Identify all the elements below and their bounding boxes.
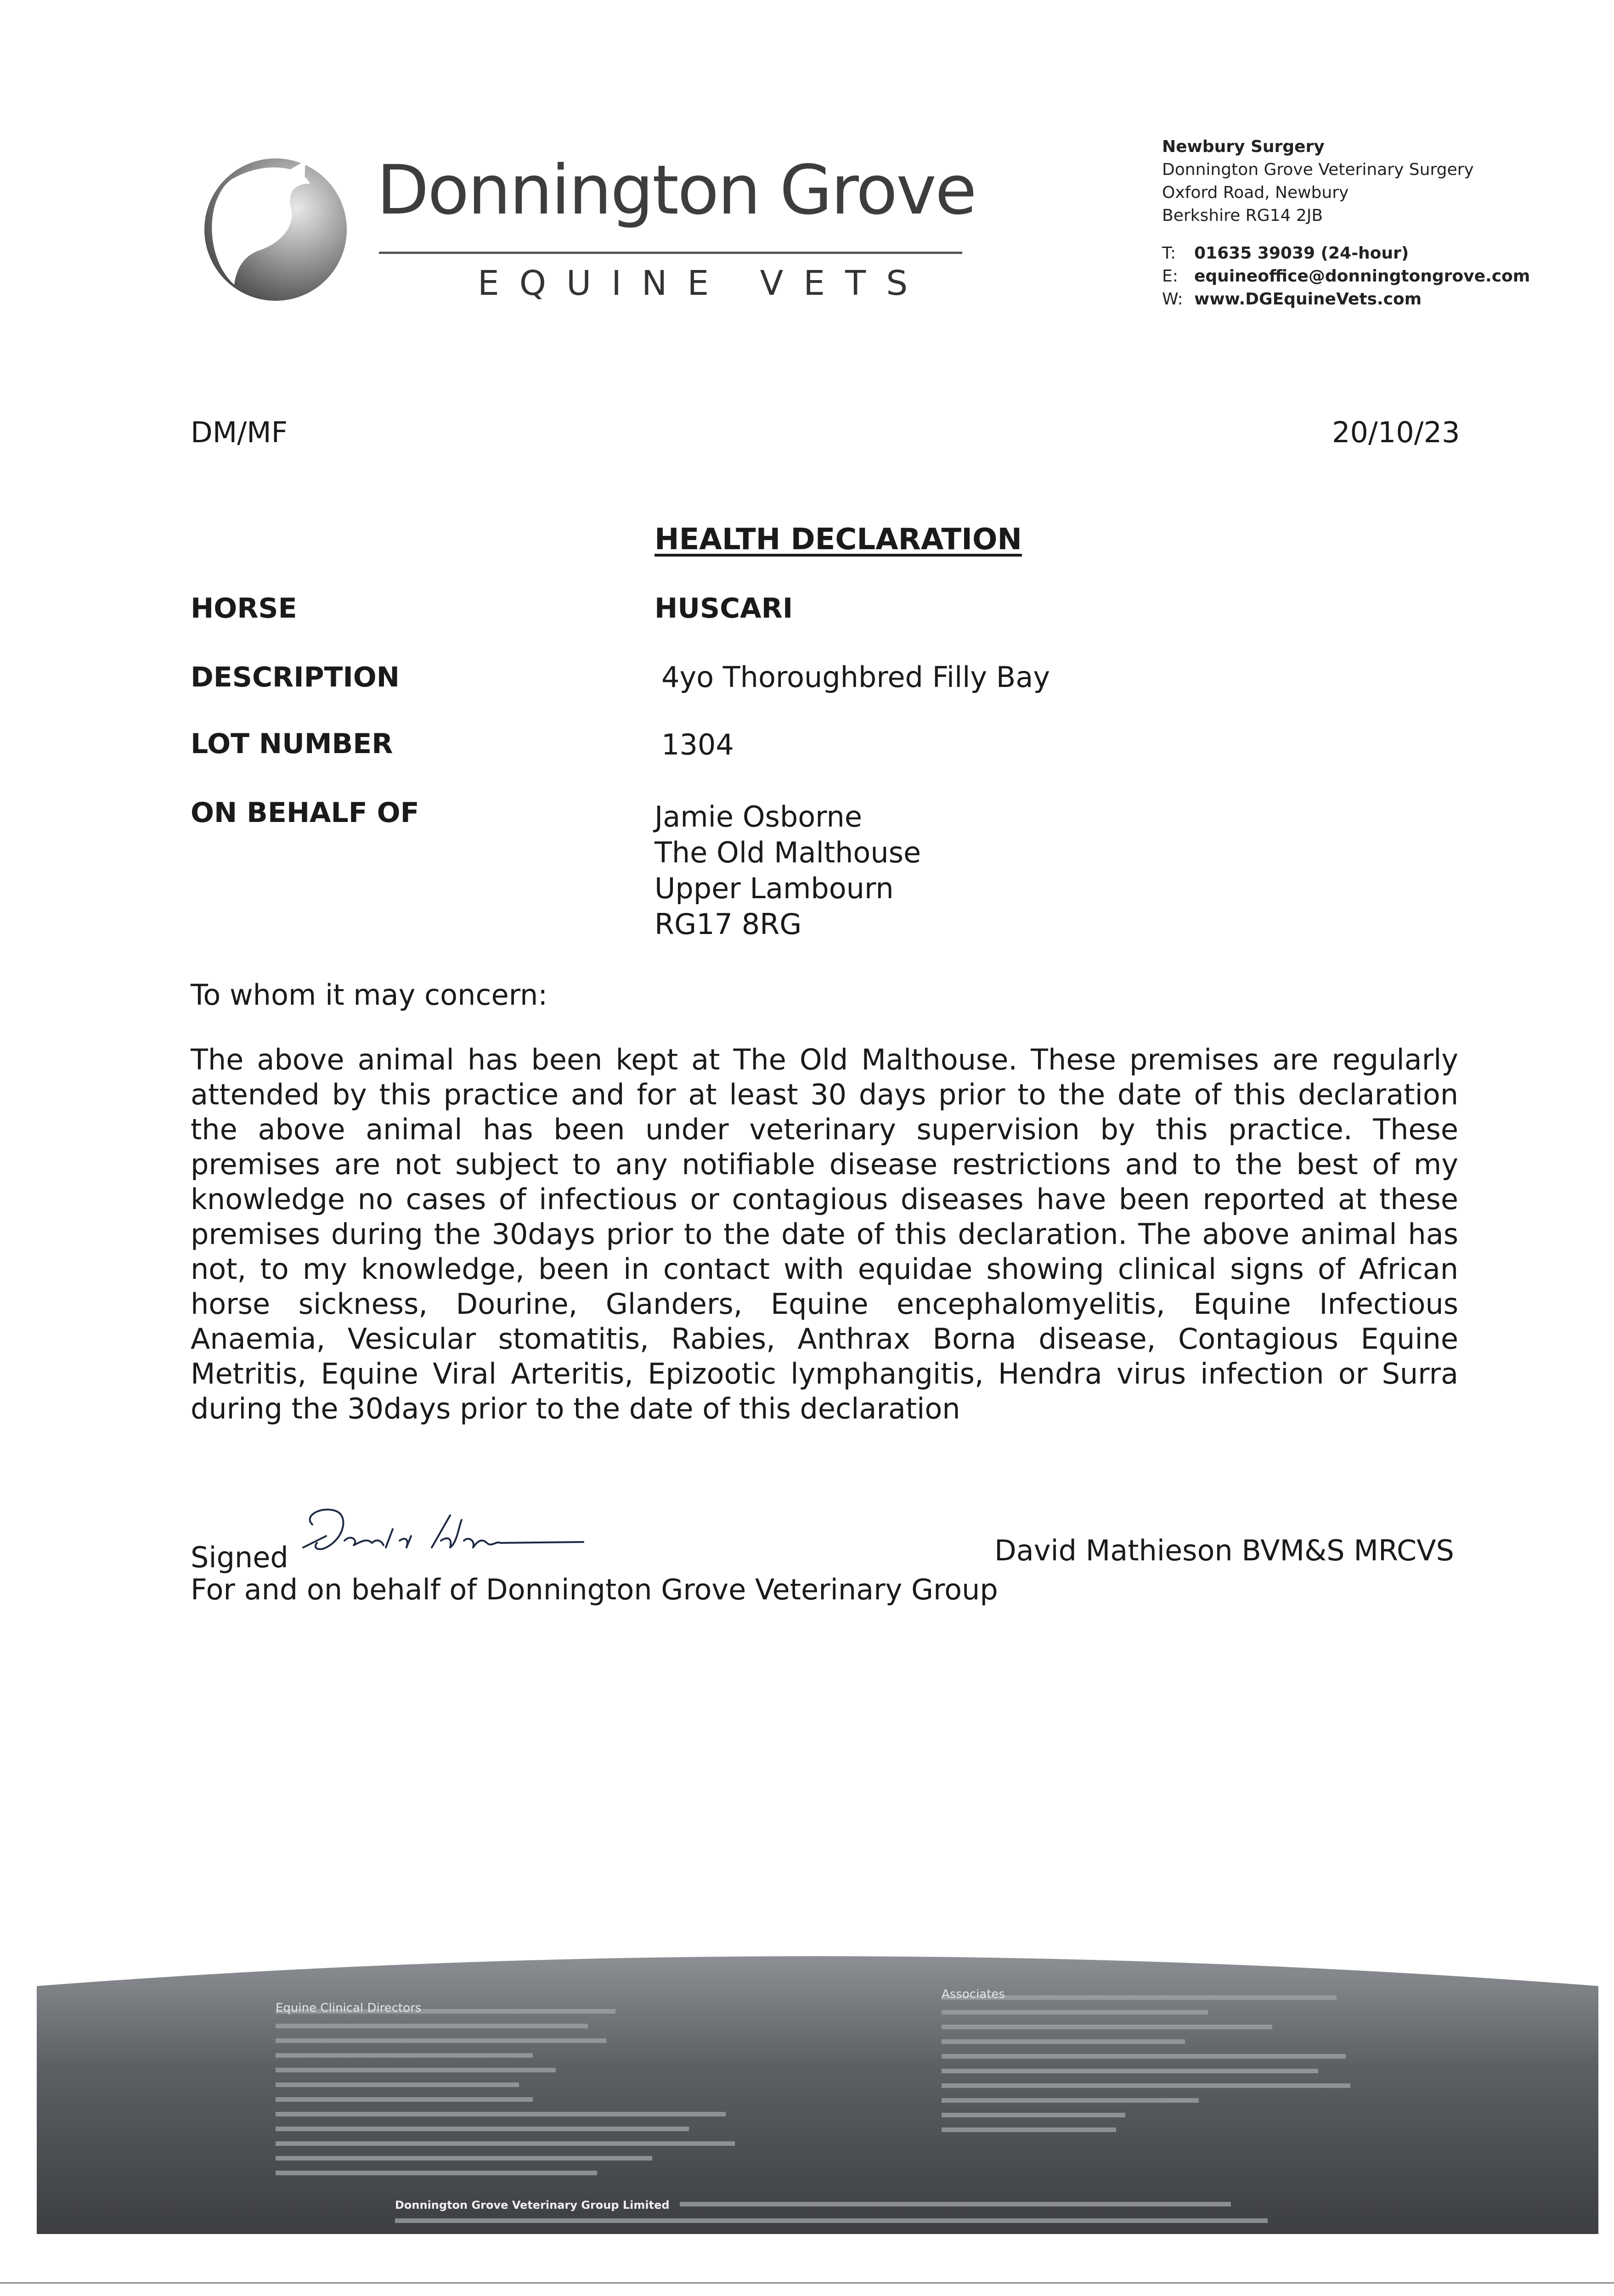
web-link[interactable]: www.DGEquineVets.com [1194, 290, 1422, 309]
signed-label: Signed [191, 1541, 288, 1574]
phone-number: 01635 39039 (24-hour) [1194, 244, 1409, 263]
signer-name: David Mathieson BVM&S MRCVS [994, 1534, 1454, 1567]
description-value: 4yo Thoroughbred Filly Bay [661, 660, 1050, 694]
web-prefix: W: [1162, 290, 1183, 309]
owner-address [655, 799, 921, 942]
declaration-body: The above animal has been kept at The Old Malthouse. These premises are regularly attended by this practice and for at least 30 days prior to the date of this declaration the above animal has been under veterinary supervision by this practice. These premises are not subject to any notifiable disease restrictions and to the best of my knowledge no cases of infectious or contagious diseases have been reported at these premises during the 30days prior to the date of this declaration. The above animal has not, to my knowledge, been in contact with equidae showing clinical signs of African horse sickness, Dourine, Glanders, Equine encephalomyelitis, Equine Infectious Anaemia, Vesicular stomatitis, Rabies, Anthrax Borna disease, Contagious Equine Metritis, Equine Viral Arteritis, Epizootic lymphangitis, Hendra virus infection or Surra during the 30days prior to the date of this declaration [191, 1043, 1458, 1425]
footer-band [37, 1945, 1598, 2243]
description-label: DESCRIPTION [191, 661, 400, 693]
address-line: Berkshire RG14 2JB [1162, 206, 1323, 225]
footer-associates-heading: Associates [942, 1987, 1005, 2001]
address-line: Jamie Osborne [655, 800, 862, 833]
contact-block [1162, 135, 1530, 311]
brand-divider [379, 252, 962, 254]
surgery-name: Newbury Surgery [1162, 137, 1325, 156]
footer-company-name: Donnington Grove Veterinary Group Limited [395, 2199, 670, 2212]
address-line: Oxford Road, Newbury [1162, 183, 1349, 202]
lot-number-value: 1304 [661, 728, 734, 761]
letter-date: 20/10/23 [1332, 416, 1460, 449]
lot-number-label: LOT NUMBER [191, 728, 393, 760]
brand-name: Donnington Grove [377, 151, 976, 230]
reference: DM/MF [191, 416, 288, 449]
address-line: Upper Lambourn [655, 872, 894, 905]
footer-directors-heading: Equine Clinical Directors [276, 2001, 422, 2015]
horse-label: HORSE [191, 592, 297, 625]
contact-web [1162, 288, 1530, 311]
email-link[interactable]: equineoffice@donningtongrove.com [1194, 267, 1530, 286]
horse-logo-icon [195, 152, 351, 308]
address-line: Donnington Grove Veterinary Surgery [1162, 160, 1474, 179]
email-prefix: E: [1162, 267, 1178, 286]
on-behalf-label: ON BEHALF OF [191, 797, 419, 829]
document-title: HEALTH DECLARATION [655, 523, 1022, 557]
handwritten-signature [294, 1497, 593, 1566]
contact-email [1162, 265, 1530, 288]
on-behalf-line: For and on behalf of Donnington Grove Veterinary Group [191, 1573, 998, 1606]
address-line: The Old Malthouse [655, 836, 921, 869]
greeting: To whom it may concern: [191, 978, 548, 1012]
address-line: RG17 8RG [655, 907, 802, 941]
phone-prefix: T: [1162, 244, 1176, 263]
horse-value: HUSCARI [655, 592, 793, 625]
contact-phone [1162, 242, 1530, 265]
brand-subtitle: EQUINE VETS [478, 264, 928, 303]
bottom-rule [0, 2282, 1614, 2284]
